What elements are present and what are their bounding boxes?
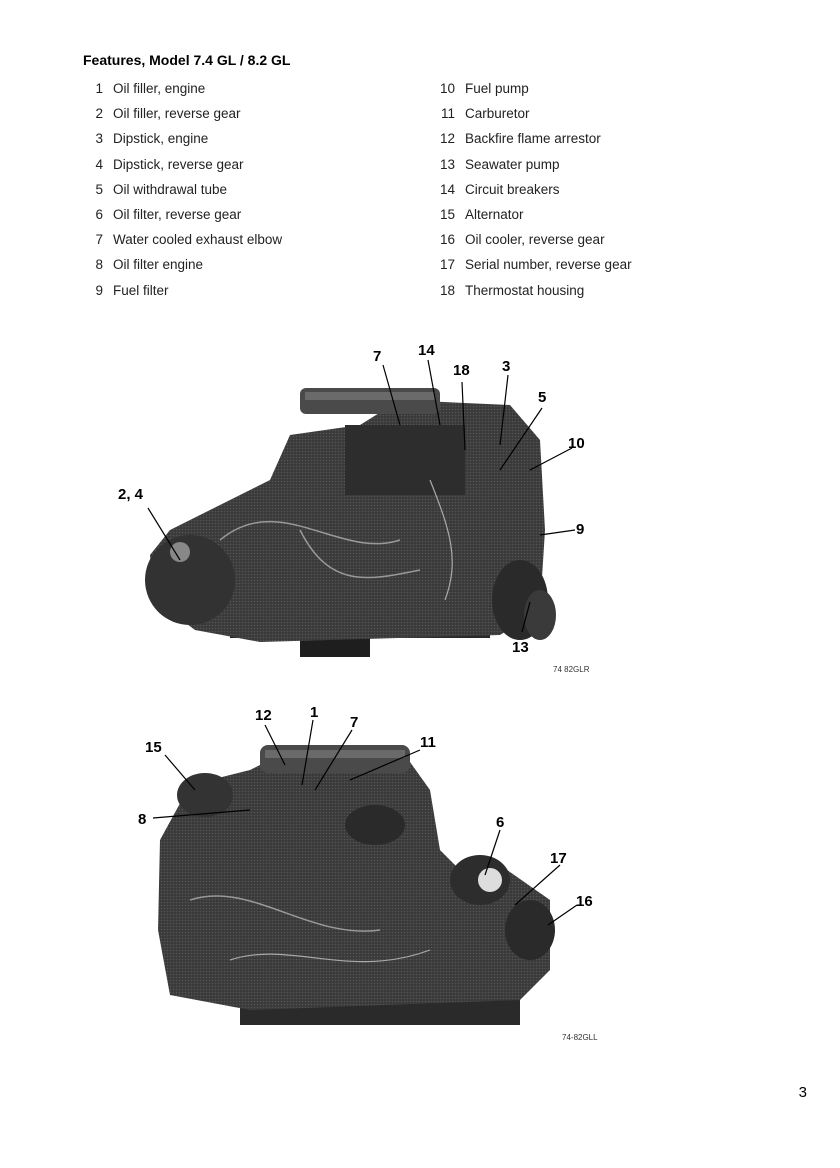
callout-7: 7 [350, 714, 359, 731]
callout-16: 16 [576, 893, 593, 910]
engine-silhouette [145, 388, 556, 657]
callout-14: 14 [418, 342, 435, 359]
feature-number: 6 [95, 206, 103, 222]
feature-label: Circuit breakers [465, 181, 560, 197]
callout-15: 15 [145, 739, 162, 756]
figure-code: 74-82GLL [562, 1033, 598, 1042]
callout-7: 7 [373, 348, 382, 365]
engine-figure-starboard [100, 330, 620, 680]
feature-item [83, 202, 282, 227]
page-number: 3 [798, 1084, 807, 1101]
features-column-right [435, 76, 632, 303]
feature-number: 11 [440, 106, 455, 122]
page-title: Features, Model 7.4 GL / 8.2 GL [83, 52, 291, 68]
feature-label: Seawater pump [465, 156, 560, 172]
feature-item [435, 126, 632, 151]
callout-1: 1 [310, 704, 319, 721]
feature-number: 2 [95, 106, 103, 122]
feature-item [83, 227, 282, 252]
features-column-left [83, 76, 282, 303]
callout-11: 11 [420, 734, 436, 751]
feature-item [435, 101, 632, 126]
feature-label: Carburetor [465, 106, 530, 122]
callout-6: 6 [496, 814, 505, 831]
callout-2-4: 2, 4 [118, 486, 144, 503]
feature-label: Oil filler, reverse gear [113, 106, 241, 122]
feature-item [83, 278, 282, 303]
feature-number: 4 [95, 156, 103, 172]
feature-number: 10 [439, 81, 455, 96]
feature-label: Fuel filter [113, 282, 169, 298]
feature-number: 13 [439, 156, 455, 172]
feature-item [83, 252, 282, 277]
feature-item [83, 76, 282, 101]
feature-label: Oil cooler, reverse gear [465, 232, 605, 248]
feature-number: 14 [439, 181, 455, 197]
callout-10: 10 [568, 435, 585, 452]
engine-silhouette [158, 745, 555, 1025]
feature-number: 15 [439, 206, 455, 222]
feature-item [435, 227, 632, 252]
feature-item [435, 252, 632, 277]
engine-figure-port [130, 700, 610, 1050]
callout-9: 9 [576, 521, 585, 538]
feature-label: Serial number, reverse gear [465, 257, 632, 273]
feature-number: 3 [95, 131, 103, 147]
figure-code: 74 82GLR [553, 665, 590, 674]
feature-number: 5 [95, 181, 103, 197]
feature-number: 7 [95, 232, 103, 248]
feature-item [435, 278, 632, 303]
feature-item [435, 202, 632, 227]
callout-5: 5 [538, 389, 547, 406]
feature-label: Fuel pump [465, 81, 529, 96]
feature-item [83, 101, 282, 126]
feature-label: Alternator [465, 206, 524, 222]
feature-label: Dipstick, reverse gear [113, 156, 244, 172]
feature-number: 1 [95, 81, 103, 96]
feature-label: Dipstick, engine [113, 131, 209, 147]
feature-item [83, 152, 282, 177]
feature-item [435, 76, 632, 101]
feature-number: 17 [439, 257, 455, 273]
feature-item [83, 126, 282, 151]
callout-17: 17 [550, 850, 567, 867]
feature-item [83, 177, 282, 202]
callout-13: 13 [512, 639, 529, 656]
feature-label: Oil filter, reverse gear [113, 206, 242, 222]
feature-number: 18 [439, 282, 455, 298]
feature-number: 8 [95, 257, 103, 273]
feature-label: Oil filter engine [113, 257, 204, 273]
engine-photo-port [130, 700, 610, 1050]
feature-number: 16 [439, 232, 455, 248]
feature-label: Backfire flame arrestor [465, 131, 601, 147]
callout-3: 3 [502, 358, 511, 375]
feature-number: 12 [439, 131, 455, 147]
feature-item [435, 177, 632, 202]
feature-label: Oil withdrawal tube [113, 181, 228, 197]
callout-8: 8 [138, 811, 147, 828]
feature-label: Thermostat housing [465, 282, 585, 298]
callout-12: 12 [255, 707, 272, 724]
feature-label: Oil filler, engine [113, 81, 206, 96]
feature-item [435, 152, 632, 177]
callout-18: 18 [453, 362, 470, 379]
feature-number: 9 [95, 282, 103, 298]
feature-label: Water cooled exhaust elbow [113, 232, 283, 248]
engine-photo-starboard [100, 330, 620, 680]
